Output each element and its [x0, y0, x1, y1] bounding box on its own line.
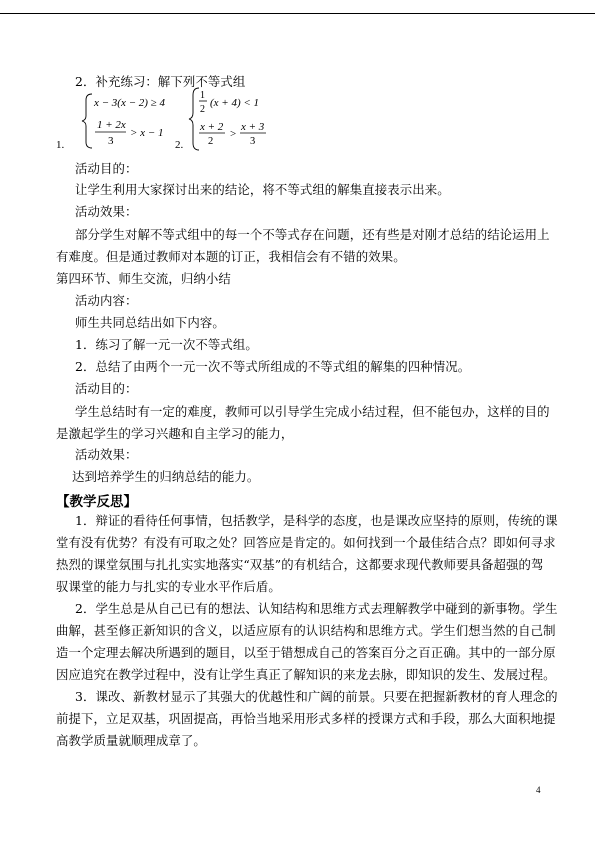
system-2-ineq-1-rest: (x + 4) < 1 — [210, 97, 260, 109]
header-rule — [0, 13, 595, 14]
paragraph-line: 1．练习了解一元一次不等式组。 — [75, 337, 258, 352]
reflection-line: 造一个定理去解决所遇到的题目，以至于错想成自己的答案百分之百正确。其中的一部分原 — [56, 645, 556, 660]
page-number: 4 — [536, 785, 541, 795]
system-2-coef-den: 2 — [200, 104, 205, 115]
section-heading: 第四环节、师生交流，归纳小结 — [56, 271, 231, 286]
paragraph-line: 有难度。但是通过教师对本题的订正，我相信会有不错的效果。 — [56, 249, 406, 264]
inequality-system-1 — [56, 90, 186, 152]
paragraph-line: 活动内容： — [75, 293, 138, 308]
exercise-title: 2．补充练习：解下列不等式组 — [75, 74, 246, 89]
paragraph-line: 让学生利用大家探讨出来的结论，将不等式组的解集直接表示出来。 — [75, 182, 450, 197]
system-2-label: 2. — [175, 139, 184, 151]
paragraph-line: 部分学生对解不等式组中的每一个不等式存在问题，还有些是对刚才总结的结论运用上 — [75, 227, 550, 242]
inequality-system-2 — [175, 86, 285, 152]
system-2-ineq-2-lnum: x + 2 — [200, 121, 224, 133]
paragraph-line: 活动效果： — [75, 204, 138, 219]
system-1-ineq-2-den: 3 — [108, 135, 114, 147]
reflection-line: 前提下，立足双基，巩固提高，再恰当地采用形式多样的授课方式和手段，那么大面积地提 — [56, 711, 556, 726]
paragraph-line: 活动目的： — [75, 161, 138, 176]
reflection-line: 热烈的课堂氛围与扎扎实实地落实“双基”的有机结合，这都要求现代教师要具备超强的驾 — [56, 557, 544, 572]
system-1-ineq-2-rest: > x − 1 — [130, 127, 164, 139]
reflection-line: 2．学生总是从自己已有的想法、认知结构和思维方式去理解教学中碰到的新事物。学生 — [75, 601, 558, 616]
paragraph-line: 学生总结时有一定的难度，教师可以引导学生完成小结过程，但不能包办，这样的目的 — [75, 404, 550, 419]
system-2-ineq-2-rnum: x + 3 — [241, 121, 265, 133]
reflection-heading: 【教学反思】 — [56, 494, 137, 510]
paragraph-line: 2．总结了由两个一元一次不等式所组成的不等式组的解集的四种情况。 — [75, 359, 471, 374]
paragraph-line: 师生共同总结出如下内容。 — [75, 315, 225, 330]
reflection-line: 1．辩证的看待任何事情，包括教学，是科学的态度，也是课改应坚持的原则，传统的课 — [75, 513, 558, 528]
system-2-ineq-2-rden: 3 — [250, 136, 256, 147]
system-2-ineq-2-op: > — [230, 128, 237, 140]
system-1-label: 1. — [56, 139, 65, 151]
system-1-brace — [82, 94, 92, 148]
reflection-line: 堂有没有优势？有没有可取之处？回答应是肯定的。如何找到一个最佳结合点？即如何寻求 — [56, 535, 556, 550]
system-1-ineq-2-num: 1 + 2x — [97, 119, 126, 131]
reflection-line: 3．课改、新教材显示了其强大的优越性和广阔的前景。只要在把握新教材的育人理念的 — [75, 689, 558, 704]
reflection-line: 高教学质量就顺理成章了。 — [56, 733, 206, 748]
paragraph-line: 达到培养学生的归纳总结的能力。 — [72, 469, 260, 484]
reflection-line: 因应追究在教学过程中，没有让学生真正了解知识的来龙去脉，即知识的发生、发展过程。 — [56, 667, 556, 682]
paragraph-line: 是激起学生的学习兴趣和自主学习的能力， — [56, 426, 294, 441]
system-1-ineq-1: x − 3(x − 2) ≥ 4 — [94, 97, 165, 109]
paragraph-line: 活动效果： — [75, 447, 138, 462]
paragraph-line: 活动目的： — [75, 381, 138, 396]
reflection-line: 驭课堂的能力与扎实的专业水平作后盾。 — [56, 579, 281, 594]
reflection-line: 曲解，甚至修正新知识的含义，以适应原有的认识结构和思维方式。学生们想当然的自己制 — [56, 623, 556, 638]
system-2-coef-num: 1 — [200, 90, 205, 101]
system-2-ineq-2-lden: 2 — [208, 136, 214, 147]
system-2-brace — [189, 88, 199, 150]
